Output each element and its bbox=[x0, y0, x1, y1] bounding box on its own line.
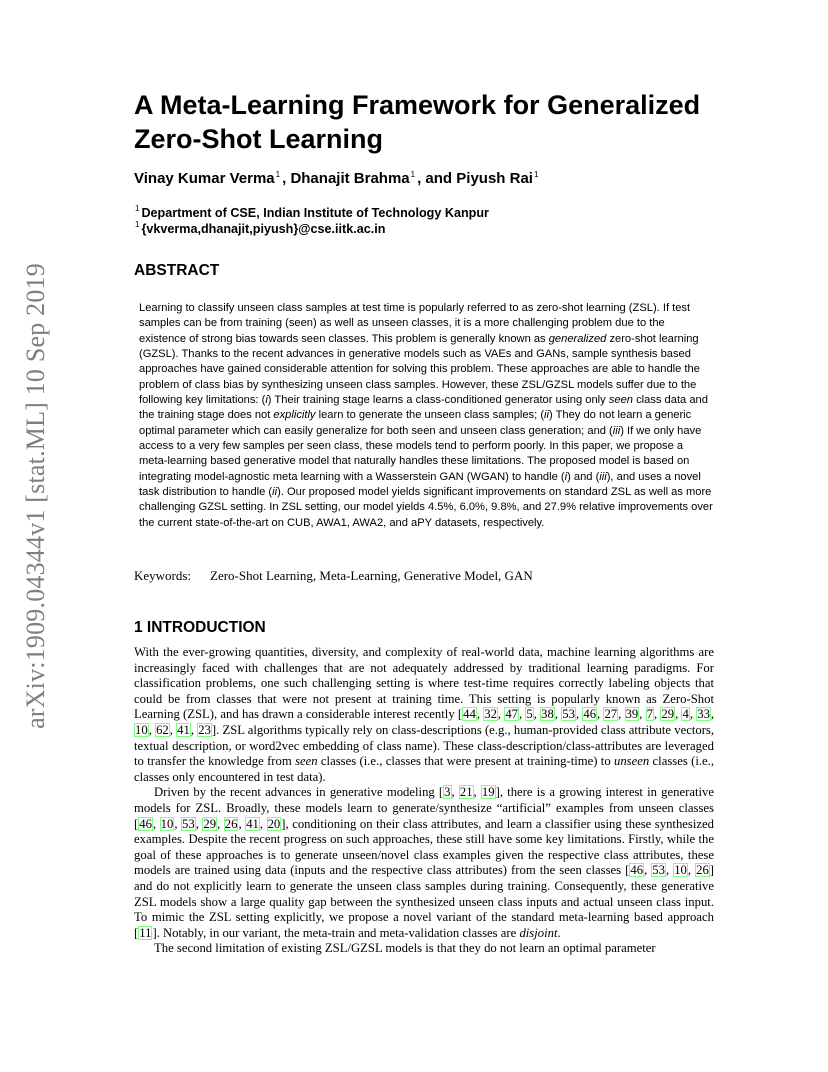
section-heading-introduction: 1 INTRODUCTION bbox=[134, 619, 266, 636]
citation-link[interactable]: 53 bbox=[652, 863, 665, 878]
author-name: Piyush Rai bbox=[456, 170, 533, 187]
author-name: Dhanajit Brahma bbox=[290, 170, 410, 187]
citation-link[interactable]: 29 bbox=[203, 816, 217, 831]
citation-link[interactable]: 3 bbox=[444, 785, 451, 800]
introduction-body bbox=[134, 645, 714, 957]
citation-link[interactable]: 47 bbox=[505, 707, 518, 722]
citation-link[interactable]: 10 bbox=[160, 816, 174, 831]
abstract-body: Learning to classify unseen class samples at test time is popularly referred to as zero-shot learning (ZSL). If test samples can be from training (seen) as well as unseen classes, it is a more challenging problem due to the existence of strong bias towards seen classes. This problem is generally known as generalized zero-shot learning (GZSL). Thanks to the recent advances in generative models such as VAEs and GANs, sample synthesis based approaches have gained considerable attention for solving this problem. These approaches are able to handle the problem of class bias by synthesizing unseen class samples. However, these ZSL/GZSL models suffer due to the following key limitations: (i) Their training stage learns a class-conditioned generator using only seen class data and the training stage does not explicitly learn to generate the unseen class samples; (ii) They do not learn a generic optimal parameter which can easily generalize for both seen and unseen class generation; and (iii) If we only have access to a very few samples per seen class, these models tend to perform poorly. In this paper, we propose a meta-learning based generative model that naturally handles these limitations. The proposed model is based on integrating model-agnostic meta learning with a Wasserstein GAN (WGAN) to handle (i) and (iii), and uses a novel task distribution to handle (ii). Our proposed model yields significant improvements on standard ZSL as well as more challenging GZSL setting. In ZSL setting, our model yields 4.5%, 6.0%, 9.8%, and 27.9% relative improvements over the current state-of-the-art on CUB, AWA1, AWA2, and aPY datasets, respectively. bbox=[139, 302, 713, 529]
citation-link[interactable]: 53 bbox=[562, 707, 575, 722]
citation-link[interactable]: 10 bbox=[674, 863, 687, 878]
citation-link[interactable]: 62 bbox=[156, 722, 169, 737]
citation-link[interactable]: 7 bbox=[646, 707, 653, 722]
affiliation-marker: 1 bbox=[410, 170, 416, 179]
citation-link[interactable]: 26 bbox=[224, 816, 238, 831]
citation-link[interactable]: 4 bbox=[682, 707, 689, 722]
email-text: {vkverma,dhanajit,piyush}@cse.iitk.ac.in bbox=[141, 222, 386, 236]
affiliation-marker: 1 bbox=[135, 220, 140, 229]
citation-link[interactable]: 46 bbox=[139, 816, 152, 831]
citation-link[interactable]: 32 bbox=[484, 707, 497, 722]
citation-link[interactable]: 19 bbox=[481, 785, 495, 800]
intro-paragraph-3: The second limitation of existing ZSL/GZSL models is that they do not learn an optimal parameter bbox=[154, 941, 656, 956]
citation-link[interactable]: 29 bbox=[661, 707, 675, 722]
intro-paragraph-2: Driven by the recent advances in generative modeling [3, 21, 19], there is a growing interest in generative models for ZSL. Broadly, these models learn to generate/synthesize “artificial” examples from unseen classes [46, 10, 53, 29, 26, 41, 20], conditioning on their class attributes, and learn a classifier using these synthesized examples. Despite the recent progress on such approaches, these still have some key limitations. Firstly, while the goal of these approaches is to generate unseen/novel class examples given the respective class attributes, these models are trained using data (inputs and the respective class attributes) from the seen classes [46, 53, 10, 26] and do not explicitly learn to generate the unseen class samples during training. Consequently, these generative ZSL models show a large quality gap between the synthesized unseen class inputs and actual unseen class input. To mimic the ZSL setting explicitly, we propose a novel variant of the standard meta-learning based approach [11]. Notably, in our variant, the meta-train and meta-validation classes are disjoint. bbox=[134, 785, 715, 940]
author-list bbox=[134, 170, 540, 187]
citation-link[interactable]: 5 bbox=[526, 707, 533, 722]
keywords-label: Keywords: bbox=[134, 568, 192, 583]
citation-link[interactable]: 46 bbox=[630, 863, 644, 878]
citation-link[interactable]: 11 bbox=[139, 925, 152, 940]
title-line-1: A Meta-Learning Framework for Generalized bbox=[134, 90, 701, 120]
affiliation-marker: 1 bbox=[533, 170, 539, 179]
email-line bbox=[134, 220, 385, 236]
citation-link[interactable]: 41 bbox=[246, 816, 259, 831]
citation-link[interactable]: 38 bbox=[541, 707, 554, 722]
keywords-list: Zero-Shot Learning, Meta-Learning, Generative Model, GAN bbox=[210, 568, 533, 583]
citation-link[interactable]: 26 bbox=[696, 863, 709, 878]
citation-link[interactable]: 53 bbox=[182, 816, 195, 831]
author-separator: , bbox=[282, 170, 291, 187]
affiliation-marker: 1 bbox=[275, 170, 281, 179]
title-line-2: Zero-Shot Learning bbox=[134, 124, 383, 154]
affiliation bbox=[134, 204, 489, 220]
citation-link[interactable]: 41 bbox=[177, 722, 190, 737]
citation-link[interactable]: 33 bbox=[697, 707, 710, 722]
arxiv-id: arXiv:1909.04344v1 [stat.ML] 10 Sep 2019 bbox=[21, 263, 50, 729]
author-separator: , and bbox=[417, 170, 457, 187]
affiliation-text: Department of CSE, Indian Institute of Technology Kanpur bbox=[141, 206, 489, 220]
citation-link[interactable]: 39 bbox=[625, 707, 639, 722]
citation-link[interactable]: 27 bbox=[604, 707, 618, 722]
citation-link[interactable]: 10 bbox=[135, 722, 148, 737]
citation-link[interactable]: 23 bbox=[198, 722, 211, 737]
arxiv-sidebar-stamp bbox=[15, 0, 57, 1072]
abstract-heading: ABSTRACT bbox=[134, 262, 220, 279]
citation-link[interactable]: 44 bbox=[463, 707, 476, 722]
citation-link[interactable]: 21 bbox=[459, 785, 473, 800]
paper-title bbox=[134, 88, 734, 156]
intro-paragraph-1: With the ever-growing quantities, diversity, and complexity of real-world data, machine learning algorithms are increasingly faced with challenges that are not adequately addressed by traditional learning paradigms. For classification problems, one such challenging setting is where test-time requires correctly labeling objects that could be from classes that were not present at training time. This setting is popularly known as Zero-Shot Learning (ZSL), and has drawn a considerable interest recently [44, 32, 47, 5, 38, 53, 46, 27, 39, 7, 29, 4, 33, 10, 62, 41, 23]. ZSL algorithms typically rely on class-descriptions (e.g., human-provided class attribute vectors, textual description, or word2vec embedding of class name). These class-description/class-attributes are leveraged to transfer the knowledge from seen classes (i.e., classes that were present at training-time) to unseen classes (i.e., classes only encountered in test data). bbox=[134, 645, 715, 784]
affiliation-marker: 1 bbox=[135, 204, 140, 213]
keywords-line bbox=[134, 568, 533, 584]
citation-link[interactable]: 20 bbox=[267, 816, 281, 831]
author-name: Vinay Kumar Verma bbox=[134, 170, 275, 187]
citation-link[interactable]: 46 bbox=[583, 707, 597, 722]
